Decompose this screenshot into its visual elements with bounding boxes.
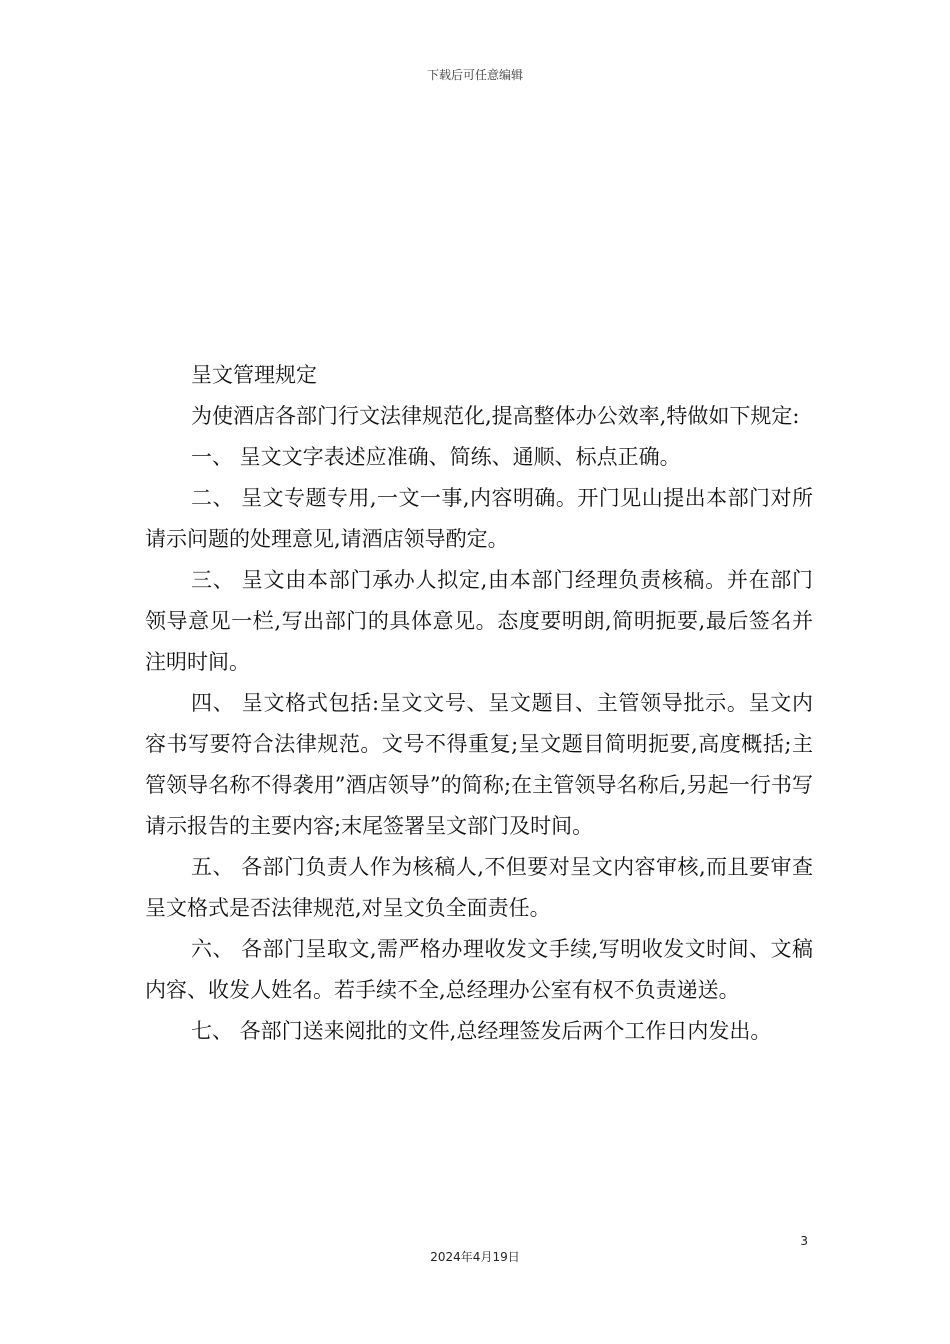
rule-item-3: 三、 呈文由本部门承办人拟定,由本部门经理负责核稿。并在部门领导意见一栏,写出部门的具体意见。态度要明朗,简明扼要,最后签名并注明时间。 [145, 568, 813, 674]
document-intro: 为使酒店各部门行文法律规范化,提高整体办公效率,特做如下规定: [191, 404, 800, 428]
footer-date: 2024年4月19日 [430, 1250, 520, 1264]
document-title: 呈文管理规定 [191, 363, 317, 387]
page-number: 3 [800, 1234, 808, 1248]
rule-item-4: 四、 呈文格式包括:呈文文号、呈文题目、主管领导批示。呈文内容书写要符合法律规范。文号不得重复;呈文题目简明扼要,高度概括;主管领导名称不得袭用”酒店领导”的简称;在主管领导名称后,另起一行书写请示报告的主要内容;末尾签署呈文部门及时间。 [145, 691, 813, 838]
rule-item-6: 六、 各部门呈取文,需严格办理收发文手续,写明收发文时间、文稿内容、收发人姓名。若手续不全,总经理办公室有权不负责递送。 [145, 937, 813, 1002]
rule-item-5: 五、 各部门负责人作为核稿人,不但要对呈文内容审核,而且要审查呈文格式是否法律规范,对呈文负全面责任。 [145, 855, 813, 920]
document-body [145, 355, 813, 1052]
rule-item-2: 二、 呈文专题专用,一文一事,内容明确。开门见山提出本部门对所请示问题的处理意见,请酒店领导酌定。 [145, 486, 813, 551]
rule-item-1: 一、 呈文文字表述应准确、简练、通顺、标点正确。 [191, 445, 681, 469]
header-note: 下载后可任意编辑 [426, 68, 523, 82]
rule-item-7: 七、 各部门送来阅批的文件,总经理签发后两个工作日内发出。 [191, 1019, 772, 1043]
